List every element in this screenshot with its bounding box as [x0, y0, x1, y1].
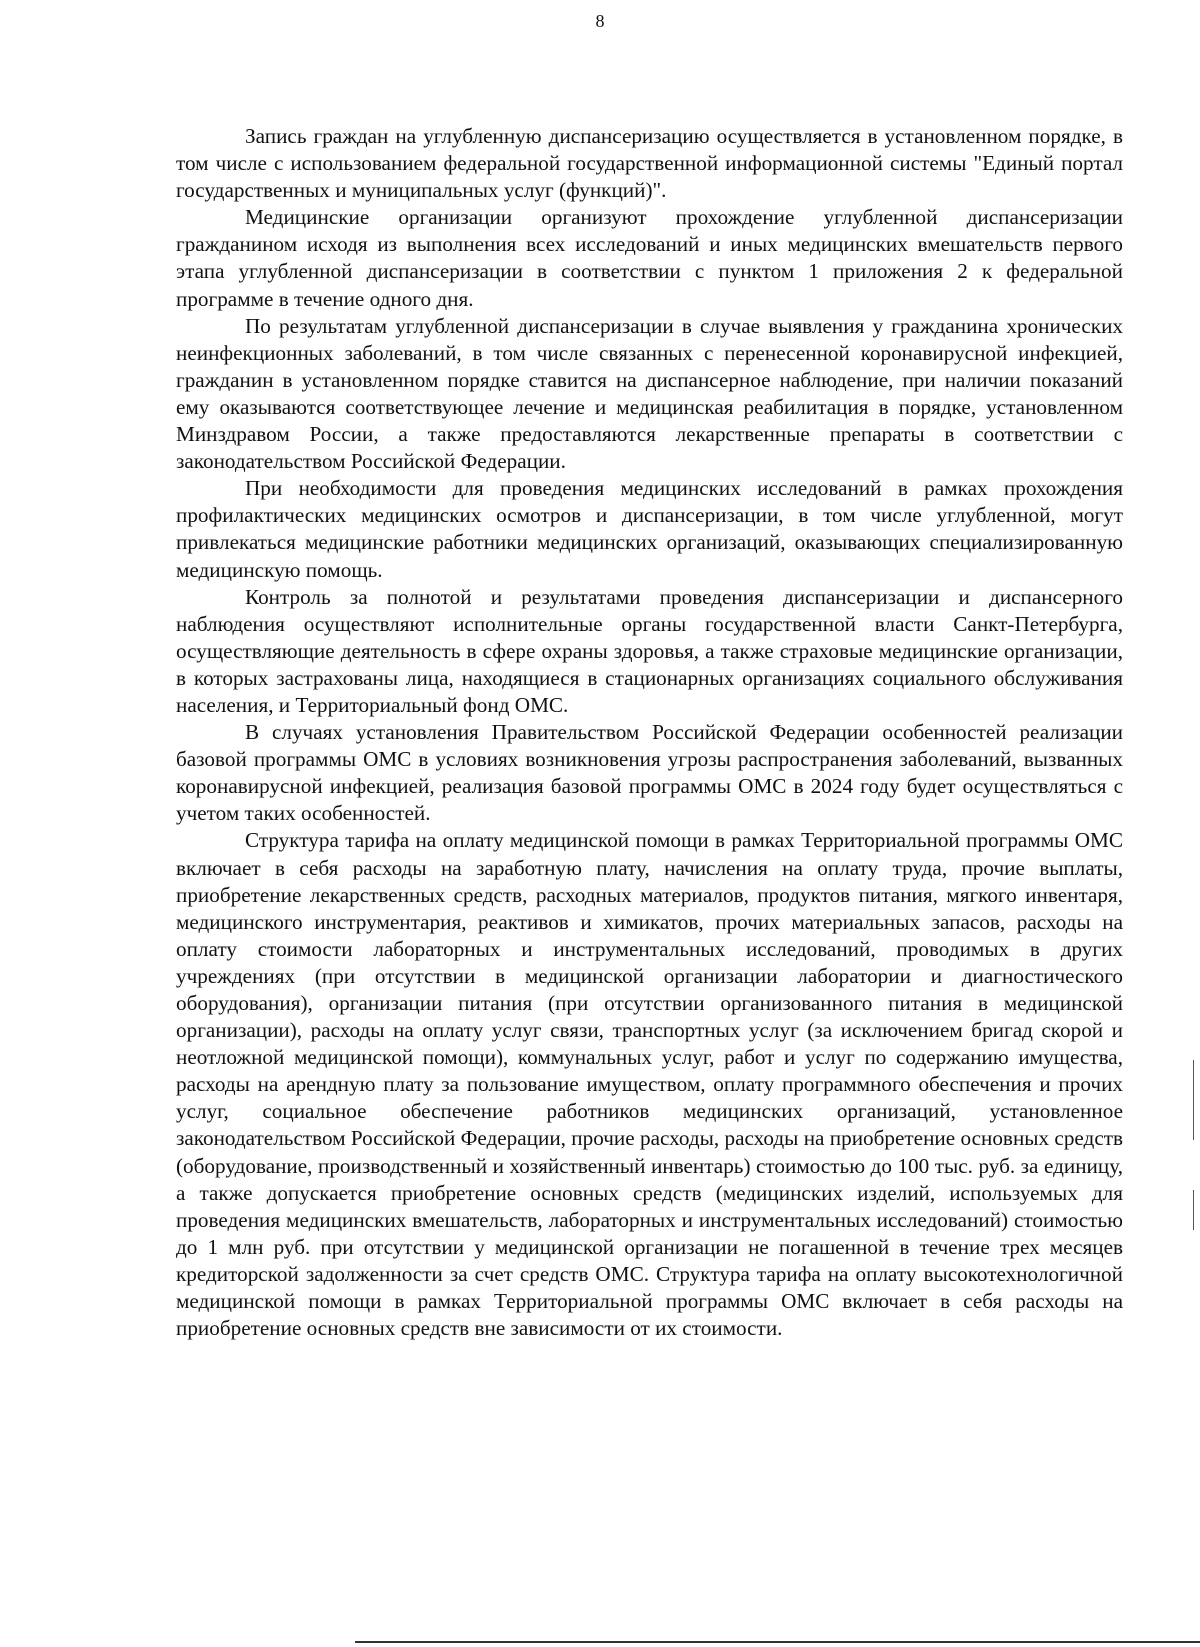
paragraph-organization: Медицинские организации организуют прохождение углубленной диспансеризации гражданином исходя из выполнения всех исследований и иных медицинских вмешательств первого этапа углубленной диспансеризации в соответствии с пунктом 1 приложения 2 к федеральной программе в течение одного дня.	[176, 205, 1123, 311]
paragraph-control: Контроль за полнотой и результатами проведения диспансеризации и диспансерного наблюдения осуществляют исполнительные органы государственной власти Санкт-Петербурга, осуществляющие деятельность в сфере охраны здоровья, а также страховые медицинские организации, в которых застрахованы лица, находящиеся в стационарных организациях социального обслуживания населения, и Территориальный фонд ОМС.	[176, 584, 1123, 717]
scan-bottom-edge	[355, 1641, 1200, 1643]
paragraph-special-conditions: В случаях установления Правительством Российской Федерации особенностей реализации базовой программы ОМС в условиях возникновения угрозы распространения заболеваний, вызванных коронавирусной инфекцией, реализация базовой программы ОМС в 2024 году будет осуществляться с учетом таких особенностей.	[176, 720, 1123, 826]
paragraph-specialists: При необходимости для проведения медицинских исследований в рамках прохождения профилактических медицинских осмотров и диспансеризации, в том числе углубленной, могут привлекаться медицинские работники медицинских организаций, оказывающих специализированную медицинскую помощь.	[176, 476, 1123, 582]
paragraph-enrollment: Запись граждан на углубленную диспансеризацию осуществляется в установленном порядке, в том числе с использованием федеральной государственной информационной системы "Единый портал государственных и муниципальных услуг (функций)".	[176, 124, 1123, 203]
paragraph-results: По результатам углубленной диспансеризации в случае выявления у гражданина хронических неинфекционных заболеваний, в том числе связанных с перенесенной коронавирусной инфекцией, гражданин в установленном порядке ставится на диспансерное наблюдение, при наличии показаний ему оказываются соответствующее лечение и медицинская реабилитация в порядке, установленном Минздравом России, а также предоставляются лекарственные препараты в соответствии с законодательством Российской Федерации.	[176, 313, 1123, 474]
scan-edge-mark	[1193, 1060, 1194, 1140]
document-body	[176, 123, 1123, 1342]
page-number: 8	[595, 11, 605, 31]
paragraph-tariff-structure: Структура тарифа на оплату медицинской помощи в рамках Территориальной программы ОМС включает в себя расходы на заработную плату, начисления на оплату труда, прочие выплаты, приобретение лекарственных средств, расходных материалов, продуктов питания, мягкого инвентаря, медицинского инструментария, реактивов и химикатов, прочих материальных запасов, расходы на оплату стоимости лабораторных и инструментальных исследований, проводимых в других учреждениях (при отсутствии в медицинской организации лаборатории и диагностического оборудования), организации питания (при отсутствии организованного питания в медицинской организации), расходы на оплату услуг связи, транспортных услуг (за исключением бригад скорой и неотложной медицинской помощи), коммунальных услуг, работ и услуг по содержанию имущества, расходы на арендную плату за пользование имуществом, оплату программного обеспечения и прочих услуг, социальное обеспечение работников медицинских организаций, установленное законодательством Российской Федерации, прочие расходы, расходы на приобретение основных средств (оборудование, производственный и хозяйственный инвентарь) стоимостью до 100 тыс. руб. за единицу, а также допускается приобретение основных средств (медицинских изделий, используемых для проведения медицинских вмешательств, лабораторных и инструментальных исследований) стоимостью до 1 млн руб. при отсутствии у медицинской организации не погашенной в течение трех месяцев кредиторской задолженности за счет средств ОМС. Структура тарифа на оплату высокотехнологичной медицинской помощи в рамках Территориальной программы ОМС включает в себя расходы на приобретение основных средств вне зависимости от их стоимости.	[176, 828, 1123, 1341]
scan-edge-mark	[1193, 1190, 1194, 1230]
